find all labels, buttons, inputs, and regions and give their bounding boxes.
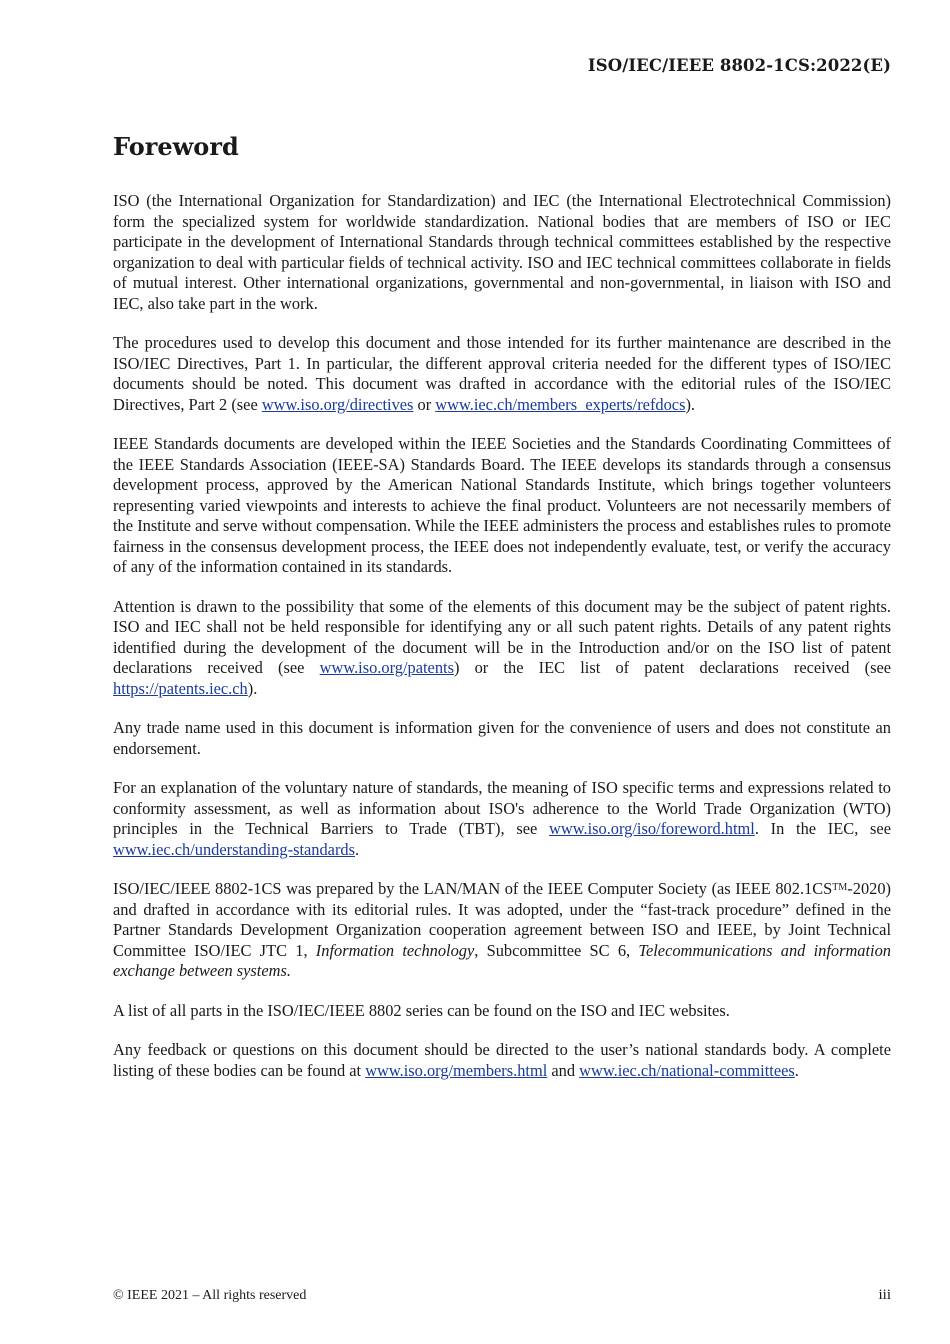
link-iec-refdocs[interactable]: www.iec.ch/members_experts/refdocs xyxy=(435,394,686,414)
paragraph-iso-iec-intro: ISO (the International Organization for Standardization) and IEC (the International Electrotechnical Commission) form the specialized system for worldwide standardization. National bodies that are members of ISO or IEC participate in the development of International Standards through technical committees established by the respective organization to deal with particular fields of technical activity. ISO and IEC technical committees collaborate in fields of mutual interest. Other international organizations, governmental and non-governmental, in liaison with ISO and IEC, also take part in the work. xyxy=(113,191,891,313)
link-iec-patents[interactable]: https://patents.iec.ch xyxy=(113,678,248,698)
text-segment: Attention is drawn to the possibility that some of the elements of this document may be the subject of patent rights. ISO and IEC shall not be held responsible for identifying any or all such patent rights. Details of any patent rights identified during the development of the document will be in the Introduction and/or on the ISO list of patent declarations received (see xyxy=(113,596,891,677)
trademark-superscript: TM xyxy=(832,882,848,893)
paragraph-feedback xyxy=(113,1040,891,1081)
text-segment: . In the IEC, see xyxy=(754,819,891,838)
paragraph-directives xyxy=(113,333,891,415)
text-segment: or xyxy=(413,394,436,414)
paragraph-trade-name: Any trade name used in this document is information given for the convenience of users and does not constitute an endorsement. xyxy=(113,718,891,758)
text-segment: ) or the IEC list of patent declarations received (see xyxy=(453,658,891,677)
text-segment: For an explanation of the voluntary nature of standards, the meaning of ISO specific terms and expressions related to conformity assessment, as well as information about ISO's adherence to the World Trade Organization (WTO) principles in the Technical Barriers to Trade (TBT), see xyxy=(113,778,891,838)
text-segment: , Subcommittee SC 6, xyxy=(474,940,639,960)
paragraph-series-list: A list of all parts in the ISO/IEC/IEEE 8802 series can be found on the ISO and IEC websites. xyxy=(113,1000,730,1020)
text-segment: The procedures used to develop this document and those intended for its further maintenance are described in the ISO/IEC Directives, Part 1. In particular, the different approval criteria needed for the different types of ISO/IEC documents should be noted. This document was drafted in accordance with the editorial rules of the ISO/IEC Directives, Part 2 (see xyxy=(113,333,891,414)
page-header: ISO/IEC/IEEE 8802-1CS:2022(E) xyxy=(587,56,891,75)
link-iso-members[interactable]: www.iso.org/members.html xyxy=(365,1060,548,1080)
link-iec-national-committees[interactable]: www.iec.ch/national-committees xyxy=(579,1060,795,1080)
text-segment: . xyxy=(794,1060,799,1080)
italic-information-technology: Information technology xyxy=(315,940,475,960)
paragraph-prepared-by xyxy=(113,879,891,982)
link-iso-directives[interactable]: www.iso.org/directives xyxy=(261,394,414,414)
paragraph-ieee-standards: IEEE Standards documents are developed within the IEEE Societies and the Standards Coordinating Committees of the IEEE Standards Association (IEEE-SA) Standards Board. The IEEE develops its standards through a consensus development process, approved by the American National Standards Institute, which brings together volunteers representing varied viewpoints and interests to achieve the final product. Volunteers are not necessarily members of the Institute and serve without compensation. While the IEEE administers the process and establishes rules to promote fairness in the consensus development process, the IEEE does not independently evaluate, test, or verify the accuracy of any of the information contained in its standards. xyxy=(113,434,891,576)
text-segment: ISO/IEC/IEEE 8802-1CS was prepared by the LAN/MAN of the IEEE Computer Society (as IEEE 802.1CS xyxy=(113,879,833,898)
link-iec-understanding-standards[interactable]: www.iec.ch/understanding-standards xyxy=(113,839,355,859)
foreword-body xyxy=(113,191,891,1100)
paragraph-patents xyxy=(113,597,891,700)
page-title: Foreword xyxy=(113,132,239,161)
link-iso-patents[interactable]: www.iso.org/patents xyxy=(319,658,454,677)
text-segment: ). xyxy=(247,678,258,698)
text-segment: . xyxy=(355,839,360,859)
text-segment: Any feedback or questions on this document should be directed to the user’s national standards body. A complete listing of these bodies can be found at xyxy=(113,1040,891,1080)
paragraph-voluntary-nature xyxy=(113,778,891,860)
text-segment: ). xyxy=(685,394,696,414)
link-iso-foreword[interactable]: www.iso.org/iso/foreword.html xyxy=(549,819,755,838)
italic-telecommunications: Telecommunications and information exchange between systems. xyxy=(113,940,891,980)
text-segment: and xyxy=(547,1060,580,1080)
footer-copyright: © IEEE 2021 – All rights reserved xyxy=(113,1288,307,1303)
text-segment: -2020) and drafted in accordance with its editorial rules. It was adopted, under the “fast-track procedure” defined in the Partner Standards Development Organization cooperation agreement between ISO and IEEE, by Joint Technical Committee ISO/IEC JTC 1, xyxy=(113,879,891,960)
footer-page-number: iii xyxy=(878,1287,891,1303)
